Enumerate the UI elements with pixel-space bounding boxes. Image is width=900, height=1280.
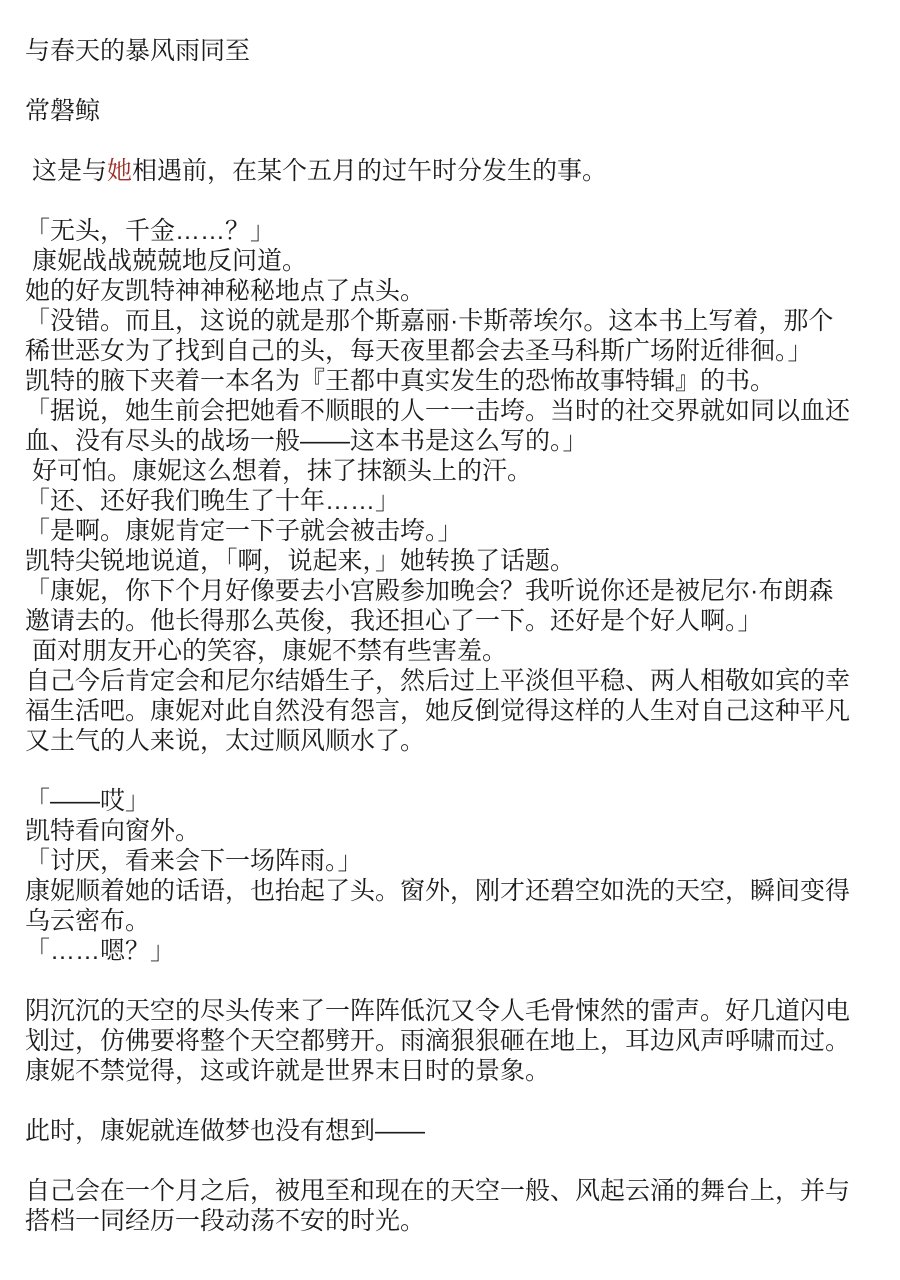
blank-line bbox=[25, 756, 880, 786]
blank-line bbox=[25, 126, 880, 156]
text-segment: 她的好友凯特神神秘秘地点了点头。 bbox=[25, 277, 426, 305]
text-segment: 好可怕。康妮这么想着，抹了抹额头上的汗。 bbox=[25, 457, 532, 485]
text-segment: 与春天的暴风雨同至 bbox=[25, 37, 251, 65]
text-line bbox=[25, 906, 880, 936]
text-segment: 搭档一同经历一段动荡不安的时光。 bbox=[25, 1207, 426, 1235]
text-segment: 自己今后肯定会和尼尔结婚生子，然后过上平淡但平稳、两人相敬如宾的幸 bbox=[25, 667, 851, 695]
text-line bbox=[25, 636, 880, 666]
text-segment: 稀世恶女为了找到自己的头，每天夜里都会去圣马科斯广场附近徘徊。」 bbox=[25, 337, 813, 365]
text-line bbox=[25, 366, 880, 396]
text-segment: 「讨厌，看来会下一场阵雨。」 bbox=[25, 847, 363, 875]
text-segment: 凯特看向窗外。 bbox=[25, 817, 201, 845]
text-line bbox=[25, 846, 880, 876]
text-segment: 「——哎」 bbox=[25, 787, 151, 815]
text-line bbox=[25, 696, 880, 726]
text-segment: 「……嗯？」 bbox=[25, 937, 176, 965]
text-line bbox=[25, 36, 880, 66]
text-line bbox=[25, 426, 880, 456]
text-line bbox=[25, 96, 880, 126]
blank-line bbox=[25, 1146, 880, 1176]
text-segment: 又土气的人来说，太过顺风顺水了。 bbox=[25, 727, 426, 755]
text-line bbox=[25, 996, 880, 1026]
text-line bbox=[25, 246, 880, 276]
text-segment: 康妮顺着她的话语，也抬起了头。窗外，刚才还碧空如洗的天空，瞬间变得 bbox=[25, 877, 851, 905]
text-line bbox=[25, 1026, 880, 1056]
text-segment: 康妮不禁觉得，这或许就是世界末日时的景象。 bbox=[25, 1057, 551, 1085]
text-segment: 此时，康妮就连做梦也没有想到—— bbox=[25, 1117, 426, 1145]
text-segment: 「康妮，你下个月好像要去小宫殿参加晚会？我听说你还是被尼尔·布朗森 bbox=[25, 577, 834, 605]
text-segment: 阴沉沉的天空的尽头传来了一阵阵低沉又令人毛骨悚然的雷声。好几道闪电 bbox=[25, 997, 851, 1025]
blank-line bbox=[25, 1086, 880, 1116]
text-line bbox=[25, 156, 880, 186]
text-segment: 自己会在一个月之后，被甩至和现在的天空一般、风起云涌的舞台上，并与 bbox=[25, 1177, 851, 1205]
text-line bbox=[25, 936, 880, 966]
text-segment: 这是与 bbox=[25, 157, 107, 185]
text-line bbox=[25, 606, 880, 636]
text-line bbox=[25, 786, 880, 816]
blank-line bbox=[25, 186, 880, 216]
text-segment: 凯特尖锐地说道，「啊，说起来，」她转换了话题。 bbox=[25, 547, 576, 575]
text-line bbox=[25, 336, 880, 366]
text-line bbox=[25, 1206, 880, 1236]
text-segment: 划过，仿佛要将整个天空都劈开。雨滴狠狠砸在地上，耳边风声呼啸而过。 bbox=[25, 1027, 851, 1055]
text-segment: 康妮战战兢兢地反问道。 bbox=[25, 247, 307, 275]
text-segment: 面对朋友开心的笑容，康妮不禁有些害羞。 bbox=[25, 637, 507, 665]
text-line bbox=[25, 1056, 880, 1086]
text-line bbox=[25, 876, 880, 906]
text-line bbox=[25, 726, 880, 756]
text-segment: 「没错。而且，这说的就是那个斯嘉丽·卡斯蒂埃尔。这本书上写着，那个 bbox=[25, 307, 834, 335]
text-line bbox=[25, 216, 880, 246]
text-line bbox=[25, 816, 880, 846]
blank-line bbox=[25, 966, 880, 996]
text-segment: 「无头，千金……？」 bbox=[25, 217, 276, 245]
text-line bbox=[25, 546, 880, 576]
text-line bbox=[25, 576, 880, 606]
text-segment: 乌云密布。 bbox=[25, 907, 151, 935]
text-segment: 福生活吧。康妮对此自然没有怨言，她反倒觉得这样的人生对自己这种平凡 bbox=[25, 697, 851, 725]
blank-line bbox=[25, 66, 880, 96]
text-line bbox=[25, 396, 880, 426]
highlighted-pronoun: 她 bbox=[106, 157, 132, 185]
text-line bbox=[25, 1116, 880, 1146]
text-segment: 「还、还好我们晚生了十年……」 bbox=[25, 487, 401, 515]
text-line bbox=[25, 456, 880, 486]
text-segment: 相遇前，在某个五月的过午时分发生的事。 bbox=[131, 157, 607, 185]
text-line bbox=[25, 306, 880, 336]
text-line bbox=[25, 666, 880, 696]
text-segment: 常磐鲸 bbox=[25, 97, 101, 125]
text-segment: 「是啊。康妮肯定一下子就会被击垮。」 bbox=[25, 517, 463, 545]
text-line bbox=[25, 516, 880, 546]
text-segment: 「据说，她生前会把她看不顺眼的人一一击垮。当时的社交界就如同以血还 bbox=[25, 397, 851, 425]
text-segment: 凯特的腋下夹着一本名为『王都中真实发生的恐怖故事特辑』的书。 bbox=[25, 367, 776, 395]
text-line bbox=[25, 486, 880, 516]
text-segment: 邀请去的。他长得那么英俊，我还担心了一下。还好是个好人啊。」 bbox=[25, 607, 763, 635]
text-line bbox=[25, 1176, 880, 1206]
text-segment: 血、没有尽头的战场一般——这本书是这么写的。」 bbox=[25, 427, 588, 455]
text-line bbox=[25, 276, 880, 306]
